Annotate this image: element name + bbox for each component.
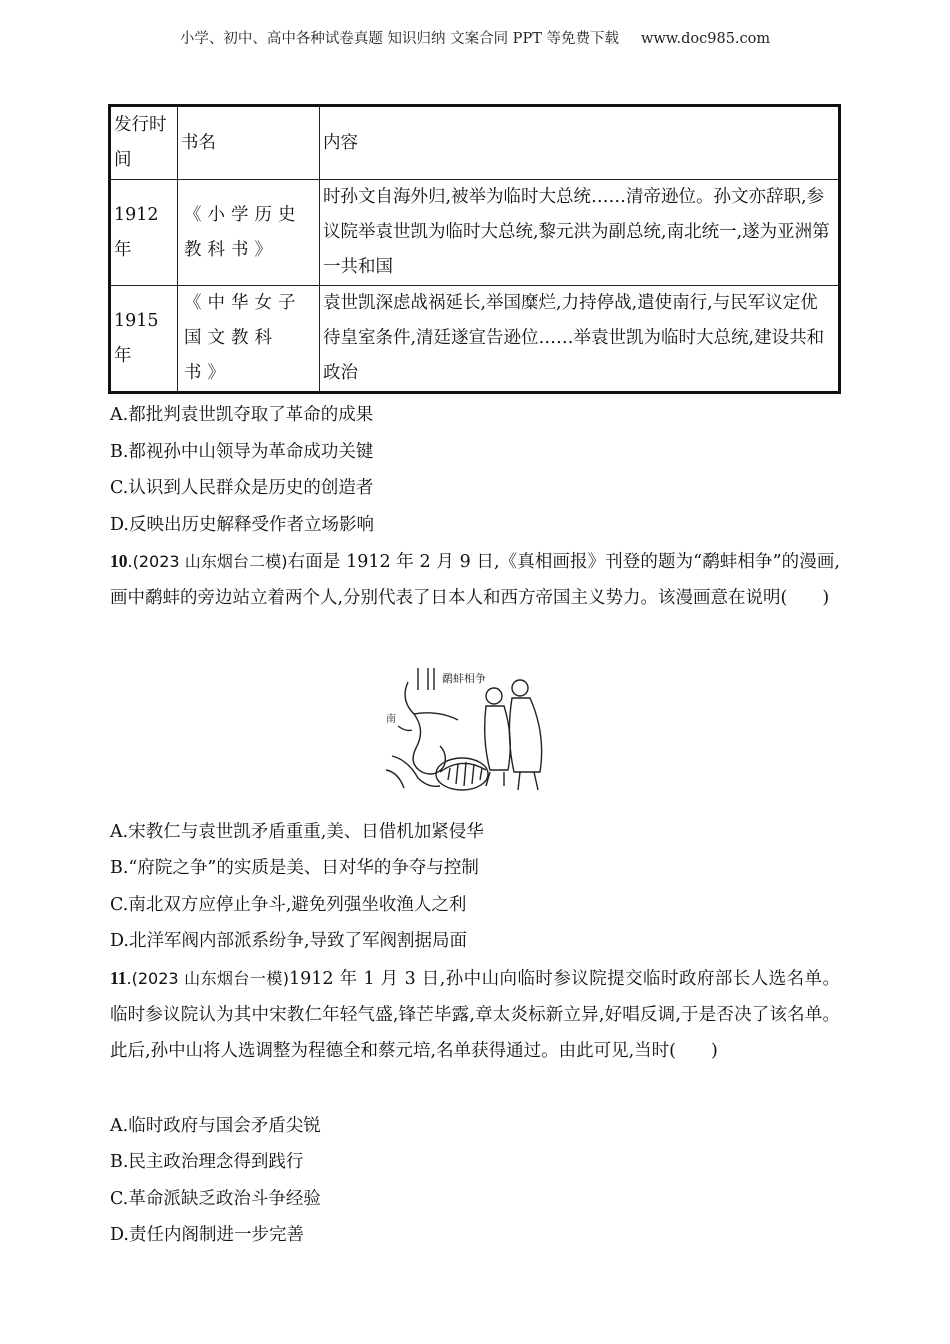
cell-book: 《小学历史教科书》 (178, 180, 320, 286)
q10-source: .(2023 山东烟台二模) (127, 552, 288, 571)
q11-option-a: A.临时政府与国会矛盾尖锐 (110, 1116, 321, 1136)
cell-content: 袁世凯深虑战祸延长,举国糜烂,力持停战,遣使南行,与民军议定优待皇室条件,清廷遂宣告逊位……举袁世凯为临时大总统,建设共和政治 (320, 286, 840, 393)
cartoon-image (378, 660, 572, 800)
header-site-link[interactable]: www.doc985.com (640, 31, 771, 47)
q9-option-c: C.认识到人民群众是历史的创造者 (110, 478, 374, 498)
cell-year: 1912年 (110, 180, 178, 286)
source-table (108, 104, 841, 394)
q9-option-a: A.都批判袁世凯夺取了革命的成果 (110, 405, 374, 425)
q10-number: 10 (110, 551, 128, 571)
table-header-row (110, 106, 840, 180)
q10-stem (110, 543, 840, 616)
svg-text:南: 南 (386, 714, 396, 725)
q11-option-d: D.责任内阁制进一步完善 (110, 1225, 304, 1245)
q11-text: 1912 年 1 月 3 日,孙中山向临时参议院提交临时政府部长人选名单。临时参议院认为其中宋教仁年轻气盛,锋芒毕露,章太炎标新立异,好唱反调,于是否决了该名单。此后,孙中山将人选调整为程德全和蔡元培,名单获得通过。由此可见,当时( ) (110, 969, 840, 1061)
cell-year: 1915年 (110, 286, 178, 393)
q9-option-d: D.反映出历史解释受作者立场影响 (110, 515, 374, 535)
table-row (110, 286, 840, 393)
header-text: 小学、初中、高中各种试卷真题 知识归纳 文案合同 PPT 等免费下载 (179, 31, 619, 47)
q11-source: .(2023 山东烟台一模) (126, 969, 290, 988)
cell-content: 时孙文自海外归,被举为临时大总统……清帝逊位。孙文亦辞职,参议院举袁世凯为临时大总统,黎元洪为副总统,南北统一,遂为亚洲第一共和国 (320, 180, 840, 286)
col-header-book: 书名 (178, 106, 320, 180)
col-header-content: 内容 (320, 106, 840, 180)
q10-option-c: C.南北双方应停止争斗,避免列强坐收渔人之利 (110, 895, 467, 915)
cell-book: 《中华女子国文教科书》 (178, 286, 320, 393)
q11-option-b: B.民主政治理念得到践行 (110, 1152, 304, 1172)
q10-text: 右面是 1912 年 2 月 9 日,《真相画报》刊登的题为“鹬蚌相争”的漫画,画中鹬蚌的旁边站立着两个人,分别代表了日本人和西方帝国主义势力。该漫画意在说明( ) (110, 552, 840, 608)
q11-stem (110, 960, 840, 1069)
table-row (110, 180, 840, 286)
col-header-time: 发行时间 (110, 106, 178, 180)
q10-option-a: A.宋教仁与袁世凯矛盾重重,美、日借机加紧侵华 (110, 822, 484, 842)
q11-number: 11 (110, 968, 127, 988)
q9-option-b: B.都视孙中山领导为革命成功关键 (110, 442, 374, 462)
q10-option-b: B.“府院之争”的实质是美、日对华的争夺与控制 (110, 858, 479, 878)
q11-option-c: C.革命派缺乏政治斗争经验 (110, 1189, 321, 1209)
q10-option-d: D.北洋军阀内部派系纷争,导致了军阀割据局面 (110, 931, 468, 951)
page-header (0, 27, 950, 48)
cartoon-caption: 鹬蚌相争 (442, 672, 486, 685)
